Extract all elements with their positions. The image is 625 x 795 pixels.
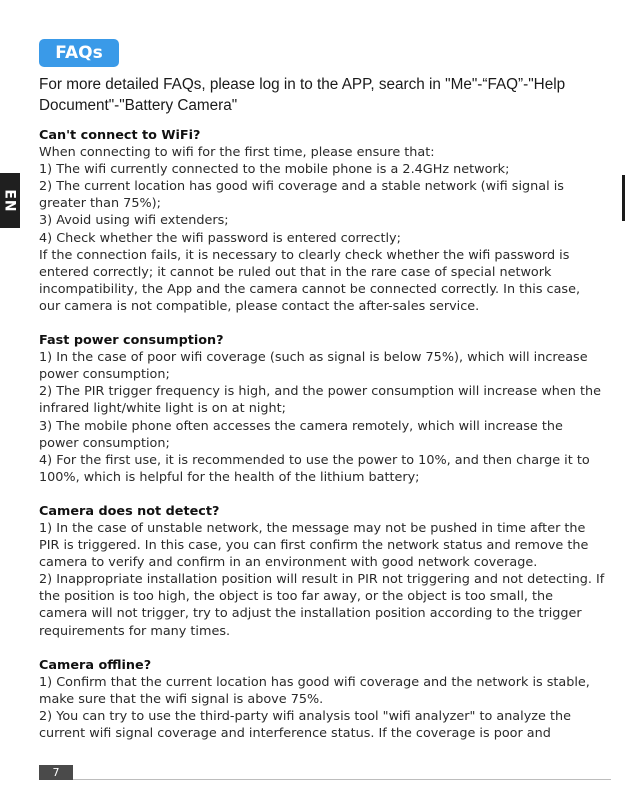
- faq-line: 3) The mobile phone often accesses the camera remotely, which will increase the power consumption;: [39, 418, 563, 451]
- faq-line: 1) The wifi currently connected to the mobile phone is a 2.4GHz network;: [39, 162, 510, 178]
- footer-divider: [39, 779, 611, 780]
- faq-line: If the connection fails, it is necessary to clearly check whether the wifi password is entered correctly; it cannot be ruled out that in the rare case of special network incompatibility, the App and the camera cannot be connected correctly. In this case, our camera is not compatible, please contact the after-sales service.: [39, 247, 581, 314]
- faq-line: 1) In the case of unstable network, the message may not be pushed in time after the PIR is triggered. In this case, you can first confirm the network status and remove the camera to verify and confirm in an environment with good network coverage.: [39, 520, 589, 571]
- faq-line: 2) The current location has good wifi coverage and a stable network (wifi signal is greater than 75%);: [39, 179, 564, 212]
- faq-title-wifi: Can't connect to WiFi?: [39, 128, 201, 143]
- faq-line: 3) Avoid using wifi extenders;: [39, 213, 229, 229]
- intro-text: For more detailed FAQs, please log in to the APP, search in "Me"-“FAQ”-"Help Document"-"Battery Camera": [39, 76, 566, 114]
- faq-line: When connecting to wifi for the first time, please ensure that:: [39, 145, 435, 161]
- faq-section-offline: [39, 657, 605, 742]
- faq-line: 1) Confirm that the current location has good wifi coverage and the network is stable, make sure that the wifi signal is above 75%.: [39, 674, 590, 707]
- language-tab-label: EN: [2, 188, 18, 213]
- faq-line: 2) The PIR trigger frequency is high, and the power consumption will increase when the infrared light/white light is on at night;: [39, 384, 601, 417]
- faq-line: 4) Check whether the wifi password is entered correctly;: [39, 230, 401, 246]
- page-number: 7: [39, 765, 73, 780]
- faq-line: 1) In the case of poor wifi coverage (such as signal is below 75%), which will increase power consumption;: [39, 350, 588, 383]
- faq-title-offline: Camera offline?: [39, 657, 152, 673]
- faq-line: 4) For the first use, it is recommended to use the power to 10%, and then charge it to 100%, which is helpful for the health of the lithium battery;: [39, 452, 590, 485]
- faq-title-power: Fast power consumption?: [39, 333, 224, 349]
- faqs-heading-badge: FAQs: [39, 39, 119, 67]
- faq-title-detect: Camera does not detect?: [39, 503, 220, 519]
- faq-line: 2) Inappropriate installation position will result in PIR not triggering and not detecting. If the position is too high, the object is too far away, or the object is too small, the camera will not trigger, try to adjust the installation position according to the trigger requirements for many times.: [39, 572, 605, 639]
- faq-section-wifi: [39, 127, 605, 315]
- language-tab: [0, 173, 20, 228]
- faq-section-power: [39, 332, 605, 486]
- faq-content: [39, 127, 605, 759]
- faq-section-detect: [39, 503, 605, 640]
- faq-line: 2) You can try to use the third-party wifi analysis tool "wifi analyzer" to analyze the current wifi signal coverage and interference status. If the coverage is poor and: [39, 708, 571, 741]
